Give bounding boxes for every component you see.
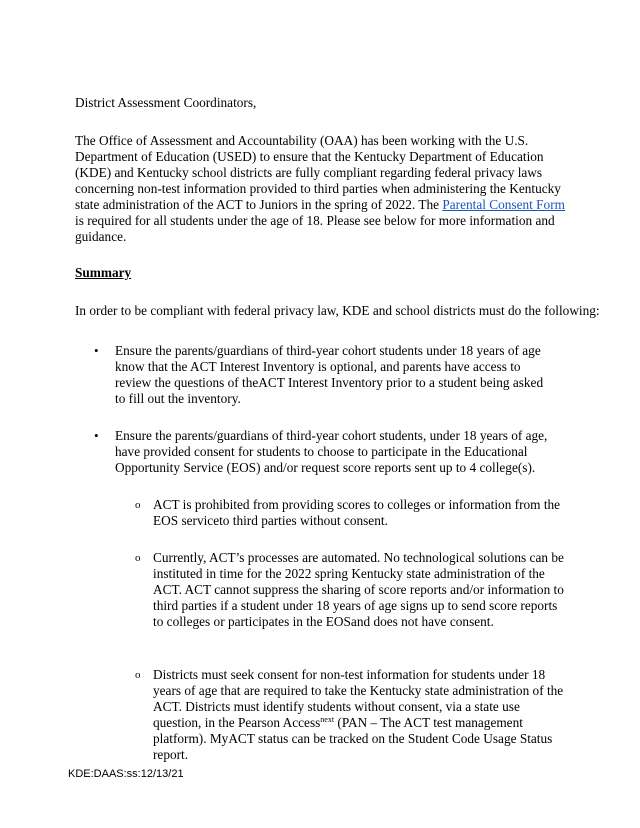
greeting: District Assessment Coordinators,	[75, 95, 257, 110]
bullet-marker: •	[94, 428, 99, 443]
lead-sentence: In order to be compliant with federal privacy law, KDE and school districts must do the following:	[75, 303, 600, 318]
list-item-text: Ensure the parents/guardians of third-year cohort students under 18 years of age know that the ACT Interest Inventory is optional, and parents have access to review the questions of theACT Interest Inventory prior to a student being asked to fill out the inventory.	[115, 343, 544, 406]
sub-list-item-text: ACT is prohibited from providing scores to colleges or information from the EOS serviceto third parties without consent.	[153, 497, 561, 528]
sub-list-item	[135, 497, 568, 529]
superscript-next: next	[320, 715, 335, 724]
bullet-marker: •	[94, 343, 99, 358]
intro-text-before-link: The Office of Assessment and Accountability (OAA) has been working with the U.S. Department of Education (USED) to ensure that the Kentucky Department of Education (KDE) and Kentucky school districts are fully compliant regarding federal privacy laws concerning non-test information provided to third parties when administering the Kentucky state administration of the ACT to Juniors in the spring of 2022. The	[75, 133, 561, 212]
sub-list-item-text: Currently, ACT’s processes are automated. No technological solutions can be instituted in time for the 2022 spring Kentucky state administration of the ACT. ACT cannot suppress the sharing of score reports and/or information to third parties if a student under 18 years of age signs up to send score reports to colleges or participates in the EOSand does not have consent.	[153, 550, 564, 629]
list-item	[94, 343, 555, 407]
list-item-text: Ensure the parents/guardians of third-year cohort students, under 18 years of age, have provided consent for students to choose to participate in the Educational Opportunity Service (EOS) and/or request score reports sent up to 4 college(s).	[115, 428, 548, 475]
sub-bullet-marker: o	[135, 552, 141, 564]
sub-list-item-text: Districts must seek consent for non-test information for students under 18 years of age that are required to take the Kentucky state administration of the ACT. Districts must identify students without consent, via a state use question, in the Pearson Access	[153, 667, 564, 730]
summary-heading: Summary	[75, 265, 132, 280]
list-item	[94, 428, 555, 476]
footer-code: KDE:DAAS:ss:12/13/21	[68, 768, 184, 780]
sub-list-item	[135, 667, 568, 763]
intro-paragraph	[75, 133, 575, 245]
sub-bullet-marker: o	[135, 499, 141, 511]
sub-list-item-text-end: (PAN – The ACT test management platform). MyACT status can be tracked on the Student Code Usage Status report.	[153, 715, 553, 762]
sub-bullet-marker: o	[135, 669, 141, 681]
intro-text-after-link: is required for all students under the age of 18. Please see below for more information and guidance.	[75, 213, 555, 244]
parental-consent-form-link[interactable]: Parental Consent Form	[442, 197, 565, 212]
sub-list-item	[135, 550, 568, 630]
